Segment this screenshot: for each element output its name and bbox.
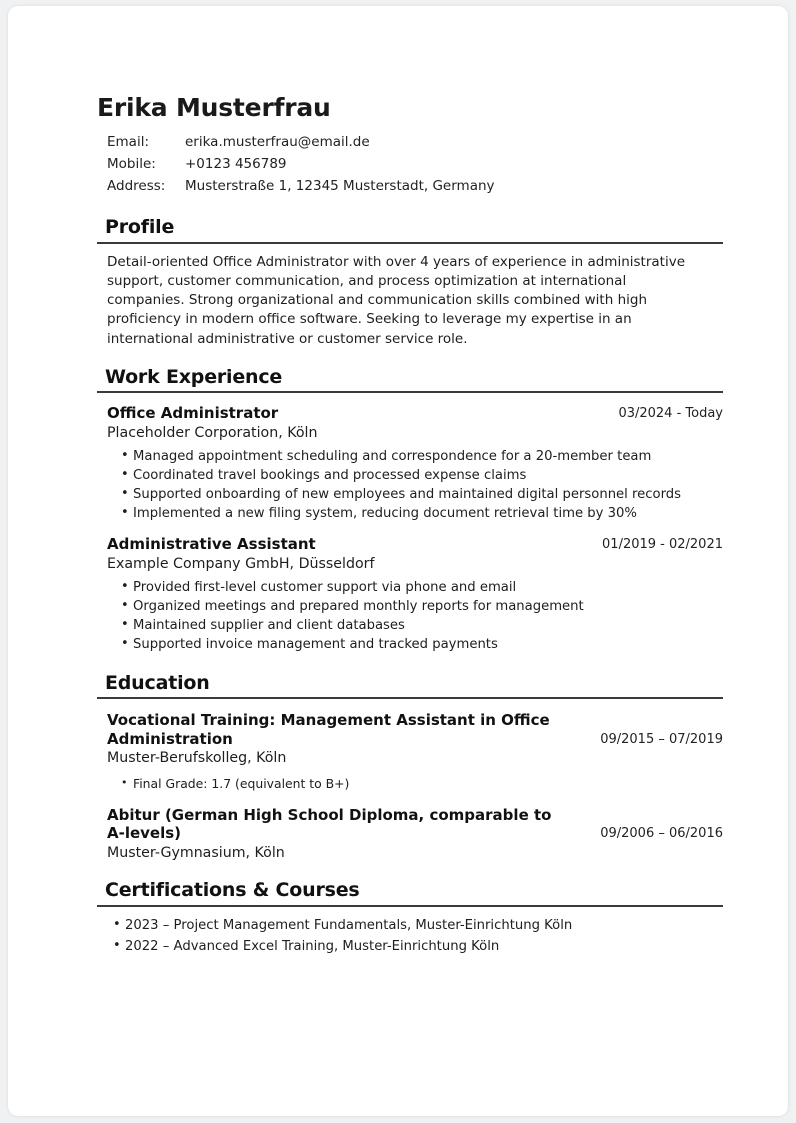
list-item: • 2022 – Advanced Excel Training, Muster-Einrichtung Köln (125, 937, 723, 957)
education-entry-title: Vocational Training: Management Assistant in Office Administration (107, 711, 550, 748)
list-item: • Final Grade: 1.7 (equivalent to B+) (133, 775, 723, 793)
certifications-list (97, 916, 723, 957)
contact-label-mobile: Mobile: (107, 155, 156, 172)
work-entry-date: 01/2019 - 02/2021 (602, 536, 723, 552)
resume-page (8, 6, 788, 1116)
list-item: • Coordinated travel bookings and processed expense claims (133, 467, 723, 486)
section-heading-work-experience: Work Experience (97, 366, 723, 394)
resume-content (97, 94, 723, 957)
contact-label-email: Email: (107, 133, 150, 150)
work-entry-main (107, 404, 317, 442)
contact-row-address (107, 177, 495, 199)
work-entry-main (107, 535, 374, 573)
education-entry-date: 09/2015 – 07/2019 (600, 732, 723, 748)
work-entry-organization: Placeholder Corporation, Köln (107, 425, 318, 442)
work-entry (97, 535, 723, 655)
education-entry-organization: Muster-Gymnasium, Köln (107, 844, 285, 861)
list-item: • Managed appointment scheduling and correspondence for a 20-member team (133, 448, 723, 467)
education-entry-date: 09/2006 – 06/2016 (600, 826, 723, 842)
education-entry-title: Abitur (German High School Diploma, comparable to A-levels) (107, 805, 552, 843)
list-item: • Supported invoice management and tracked payments (133, 636, 723, 655)
education-entry-organization: Muster-Berufskolleg, Köln (107, 750, 287, 767)
education-entry (97, 711, 723, 792)
contact-value-mobile: +0123 456789 (185, 155, 287, 172)
work-entry-organization: Example Company GmbH, Düsseldorf (107, 555, 375, 572)
contact-row-email (107, 133, 495, 155)
education-entry-header (107, 711, 723, 768)
education-entry-main (107, 806, 562, 863)
section-heading-education: Education (97, 672, 723, 700)
contact-details (107, 133, 495, 200)
work-entry-date: 03/2024 - Today (618, 406, 723, 422)
section-certifications (97, 879, 723, 957)
work-entry (97, 404, 723, 524)
list-item: • Organized meetings and prepared monthly reports for management (133, 598, 723, 617)
education-entry-header (107, 806, 723, 863)
list-item: • Supported onboarding of new employees and maintained digital personnel records (133, 486, 723, 505)
work-entry-title: Office Administrator (107, 404, 279, 423)
work-entry-bullets (107, 579, 723, 655)
section-education (97, 672, 723, 863)
work-entry-header (107, 404, 723, 442)
education-entry-bullets (107, 775, 723, 793)
contact-value-address: Musterstraße 1, 12345 Musterstadt, Germany (185, 177, 495, 194)
profile-summary-text: Detail-oriented Office Administrator with over 4 years of experience in administrative support, customer communication, and process optimization at international companies. Strong organizational and communication skills combined with high proficiency in modern office software. Seeking to leverage my expertise in an international administrative or customer service role. (107, 253, 685, 347)
education-entry-main (107, 711, 562, 768)
work-entry-header (107, 535, 723, 573)
contact-value-email: erika.musterfrau@email.de (185, 133, 370, 150)
work-entry-bullets (107, 448, 723, 524)
candidate-name: Erika Musterfrau (97, 93, 331, 122)
section-profile (97, 216, 723, 349)
work-entry-title: Administrative Assistant (107, 534, 316, 553)
list-item: • 2023 – Project Management Fundamentals, Muster-Einrichtung Köln (125, 916, 723, 936)
section-work-experience (97, 366, 723, 655)
section-heading-certifications: Certifications & Courses (97, 879, 723, 907)
list-item: • Maintained supplier and client databases (133, 617, 723, 636)
education-entry (97, 806, 723, 863)
contact-row-mobile (107, 155, 495, 177)
contact-label-address: Address: (107, 177, 166, 194)
header-block (97, 94, 723, 199)
list-item: • Implemented a new filing system, reducing document retrieval time by 30% (133, 505, 723, 524)
list-item: • Provided first-level customer support via phone and email (133, 579, 723, 598)
section-heading-profile: Profile (97, 216, 723, 244)
